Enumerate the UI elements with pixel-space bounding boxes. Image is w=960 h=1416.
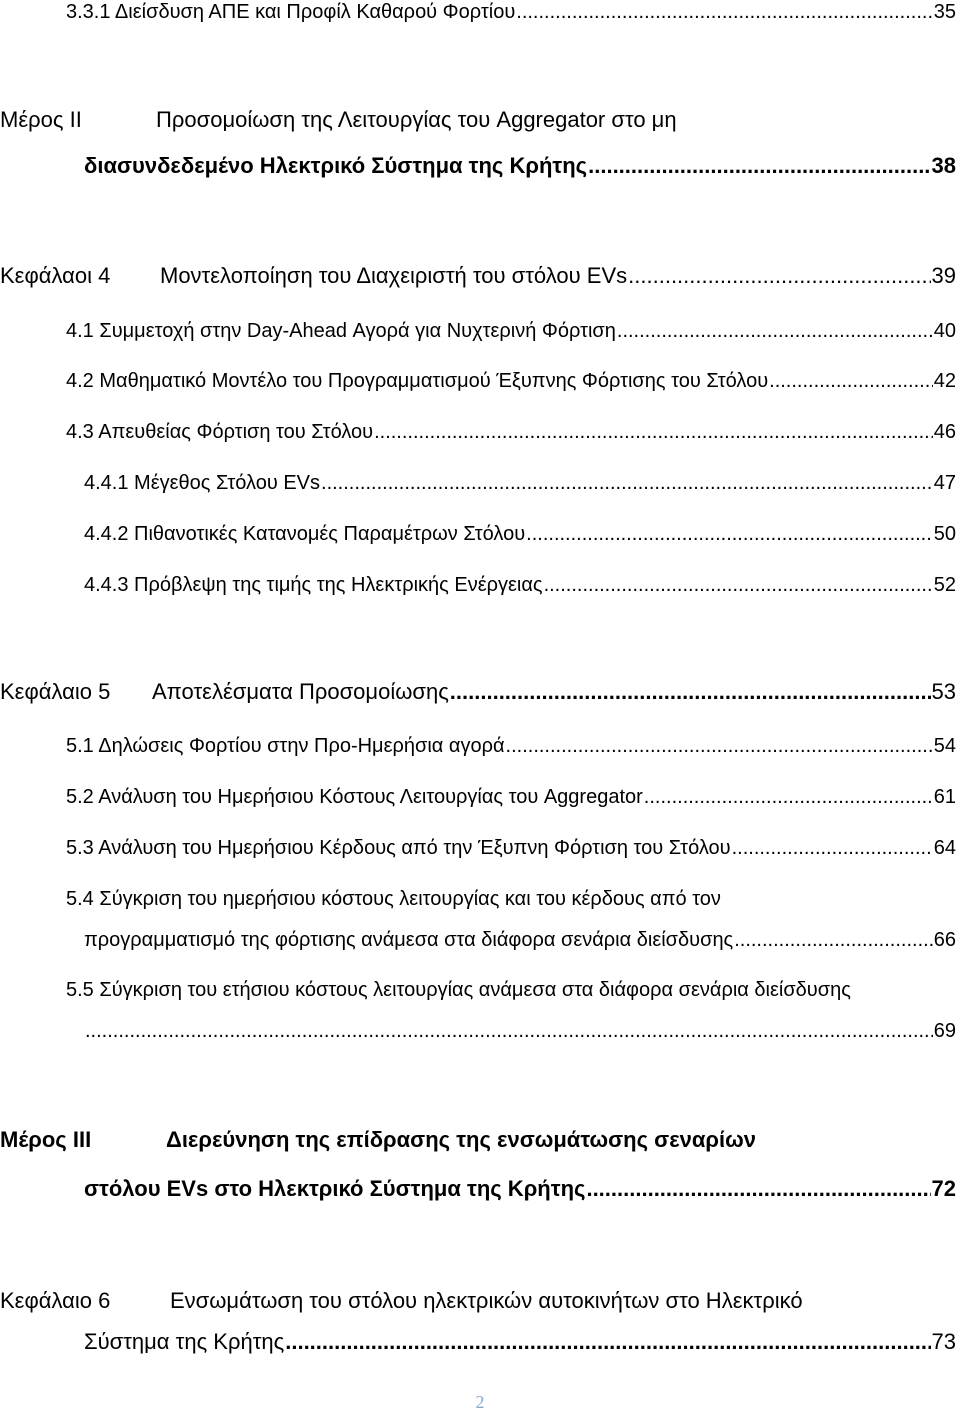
toc-page-number: 69 — [933, 1020, 956, 1042]
toc-entry-text: 5.4 Σύγκριση του ημερήσιου κόστους λειτουργίας και του κέρδους από τον — [66, 888, 721, 910]
dot-leader — [516, 0, 932, 24]
toc-entry-text: 4.3 Απευθείας Φόρτιση του Στόλου — [66, 421, 374, 443]
toc-part-3-line-1[interactable] — [0, 1126, 956, 1154]
toc-entry-4-3[interactable] — [66, 420, 956, 444]
toc-entry-4-1[interactable] — [66, 319, 956, 343]
dot-leader — [374, 420, 933, 444]
part-title: στόλου EVs στο Ηλεκτρικό Σύστημα της Κρήτης — [84, 1176, 586, 1201]
dot-leader — [586, 1175, 930, 1203]
dot-leader — [526, 522, 933, 546]
toc-entry-5-2[interactable] — [66, 785, 956, 809]
dot-leader — [734, 928, 933, 952]
toc-page-number: 35 — [933, 1, 956, 23]
toc-entry-4-4-3[interactable] — [84, 573, 956, 597]
dot-leader — [544, 573, 933, 597]
toc-entry-text: 5.2 Ανάλυση του Ημερήσιου Κόστους Λειτουργίας του Aggregator — [66, 786, 643, 808]
toc-page-number: 73 — [931, 1329, 956, 1354]
dot-leader — [506, 734, 933, 758]
toc-entry-text: 4.4.3 Πρόβλεψη της τιμής της Ηλεκτρικής Ενέργειας — [84, 574, 543, 596]
toc-entry-text: προγραμματισμό της φόρτισης ανάμεσα στα διάφορα σενάρια διείσδυσης — [84, 929, 734, 951]
chapter-title: Ενσωμάτωση του στόλου ηλεκτρικών αυτοκινήτων στο Ηλεκτρικό — [170, 1288, 803, 1313]
chapter-label: Κεφάλαιο 6 — [0, 1288, 111, 1313]
toc-entry-4-4-2[interactable] — [84, 522, 956, 546]
toc-chapter-5[interactable] — [0, 678, 956, 706]
dot-leader — [321, 471, 933, 495]
toc-entry-text: 3.3.1 Διείσδυση ΑΠΕ και Προφίλ Καθαρού Φορτίου — [66, 1, 516, 23]
toc-entry-5-5-line-1[interactable] — [66, 978, 956, 1002]
chapter-title: Σύστημα της Κρήτης — [84, 1329, 285, 1354]
toc-part-2-line-1[interactable] — [0, 106, 956, 134]
dot-leader — [85, 1019, 933, 1043]
toc-part-2-line-2[interactable] — [84, 152, 956, 180]
part-label: Μέρος ΙΙ — [0, 107, 82, 132]
toc-page-number: 46 — [933, 421, 956, 443]
chapter-title: Αποτελέσματα Προσομοίωσης — [152, 679, 449, 704]
toc-page-number: 53 — [931, 679, 956, 704]
toc-page-number: 61 — [933, 786, 956, 808]
chapter-label: Κεφάλαοι 4 — [0, 263, 111, 288]
toc-entry-4-2[interactable] — [66, 369, 956, 393]
toc-chapter-4[interactable] — [0, 262, 956, 290]
toc-page-number: 50 — [933, 523, 956, 545]
toc-page-number: 52 — [933, 574, 956, 596]
toc-entry-5-4-line-1[interactable] — [66, 887, 956, 911]
toc-entry-text: 4.1 Συμμετοχή στην Day-Ahead Αγορά για Νυχτερινή Φόρτιση — [66, 320, 616, 342]
toc-entry-3-3-1[interactable] — [66, 0, 956, 24]
toc-entry-text: 5.3 Ανάλυση του Ημερήσιου Κέρδους από την Έξυπνη Φόρτιση του Στόλου — [66, 837, 731, 859]
toc-chapter-6-line-1[interactable] — [0, 1287, 956, 1315]
dot-leader — [450, 678, 931, 706]
toc-entry-text: 5.1 Δηλώσεις Φορτίου στην Προ-Ημερήσια αγορά — [66, 735, 505, 757]
toc-part-3-line-2[interactable] — [84, 1175, 956, 1203]
toc-entry-5-1[interactable] — [66, 734, 956, 758]
toc-entry-text: 5.5 Σύγκριση του ετήσιου κόστους λειτουργίας ανάμεσα στα διάφορα σενάρια διείσδυσης — [66, 979, 851, 1001]
dot-leader — [769, 369, 933, 393]
toc-entry-text: 4.4.2 Πιθανοτικές Κατανομές Παραμέτρων Στόλου — [84, 523, 526, 545]
dot-leader — [617, 319, 933, 343]
dot-leader — [628, 262, 930, 290]
page-number: 2 — [475, 1392, 485, 1412]
toc-page-number: 64 — [933, 837, 956, 859]
toc-page-number: 42 — [933, 370, 956, 392]
toc-entry-5-3[interactable] — [66, 836, 956, 860]
dot-leader — [285, 1328, 930, 1356]
toc-page-number: 72 — [931, 1176, 956, 1201]
toc-page-number: 66 — [933, 929, 956, 951]
toc-page-number: 47 — [933, 472, 956, 494]
part-title: Προσομοίωση της Λειτουργίας του Aggregator στο μη — [156, 107, 677, 132]
chapter-label: Κεφάλαιο 5 — [0, 679, 111, 704]
toc-chapter-6-line-2[interactable] — [84, 1328, 956, 1356]
toc-page-number: 40 — [933, 320, 956, 342]
dot-leader — [732, 836, 933, 860]
dot-leader — [644, 785, 933, 809]
part-title: διασυνδεδεμένο Ηλεκτρικό Σύστημα της Κρήτης — [84, 153, 588, 178]
toc-entry-4-4-1[interactable] — [84, 471, 956, 495]
toc-entry-text: 4.2 Μαθηματικό Μοντέλο του Προγραμματισμού Έξυπνης Φόρτισης του Στόλου — [66, 370, 769, 392]
toc-page-number: 54 — [933, 735, 956, 757]
toc-entry-5-4-line-2[interactable] — [84, 928, 956, 952]
toc-page-number: 38 — [931, 153, 956, 178]
toc-entry-text: 4.4.1 Μέγεθος Στόλου EVs — [84, 472, 321, 494]
dot-leader — [588, 152, 930, 180]
chapter-title: Μοντελοποίηση του Διαχειριστή του στόλου EVs — [160, 263, 628, 288]
toc-page-number: 39 — [931, 263, 956, 288]
part-title: Διερεύνηση της επίδρασης της ενσωμάτωσης σεναρίων — [166, 1127, 756, 1152]
part-label: Μέρος ΙΙΙ — [0, 1127, 92, 1152]
toc-entry-5-5-line-2[interactable] — [84, 1019, 956, 1043]
